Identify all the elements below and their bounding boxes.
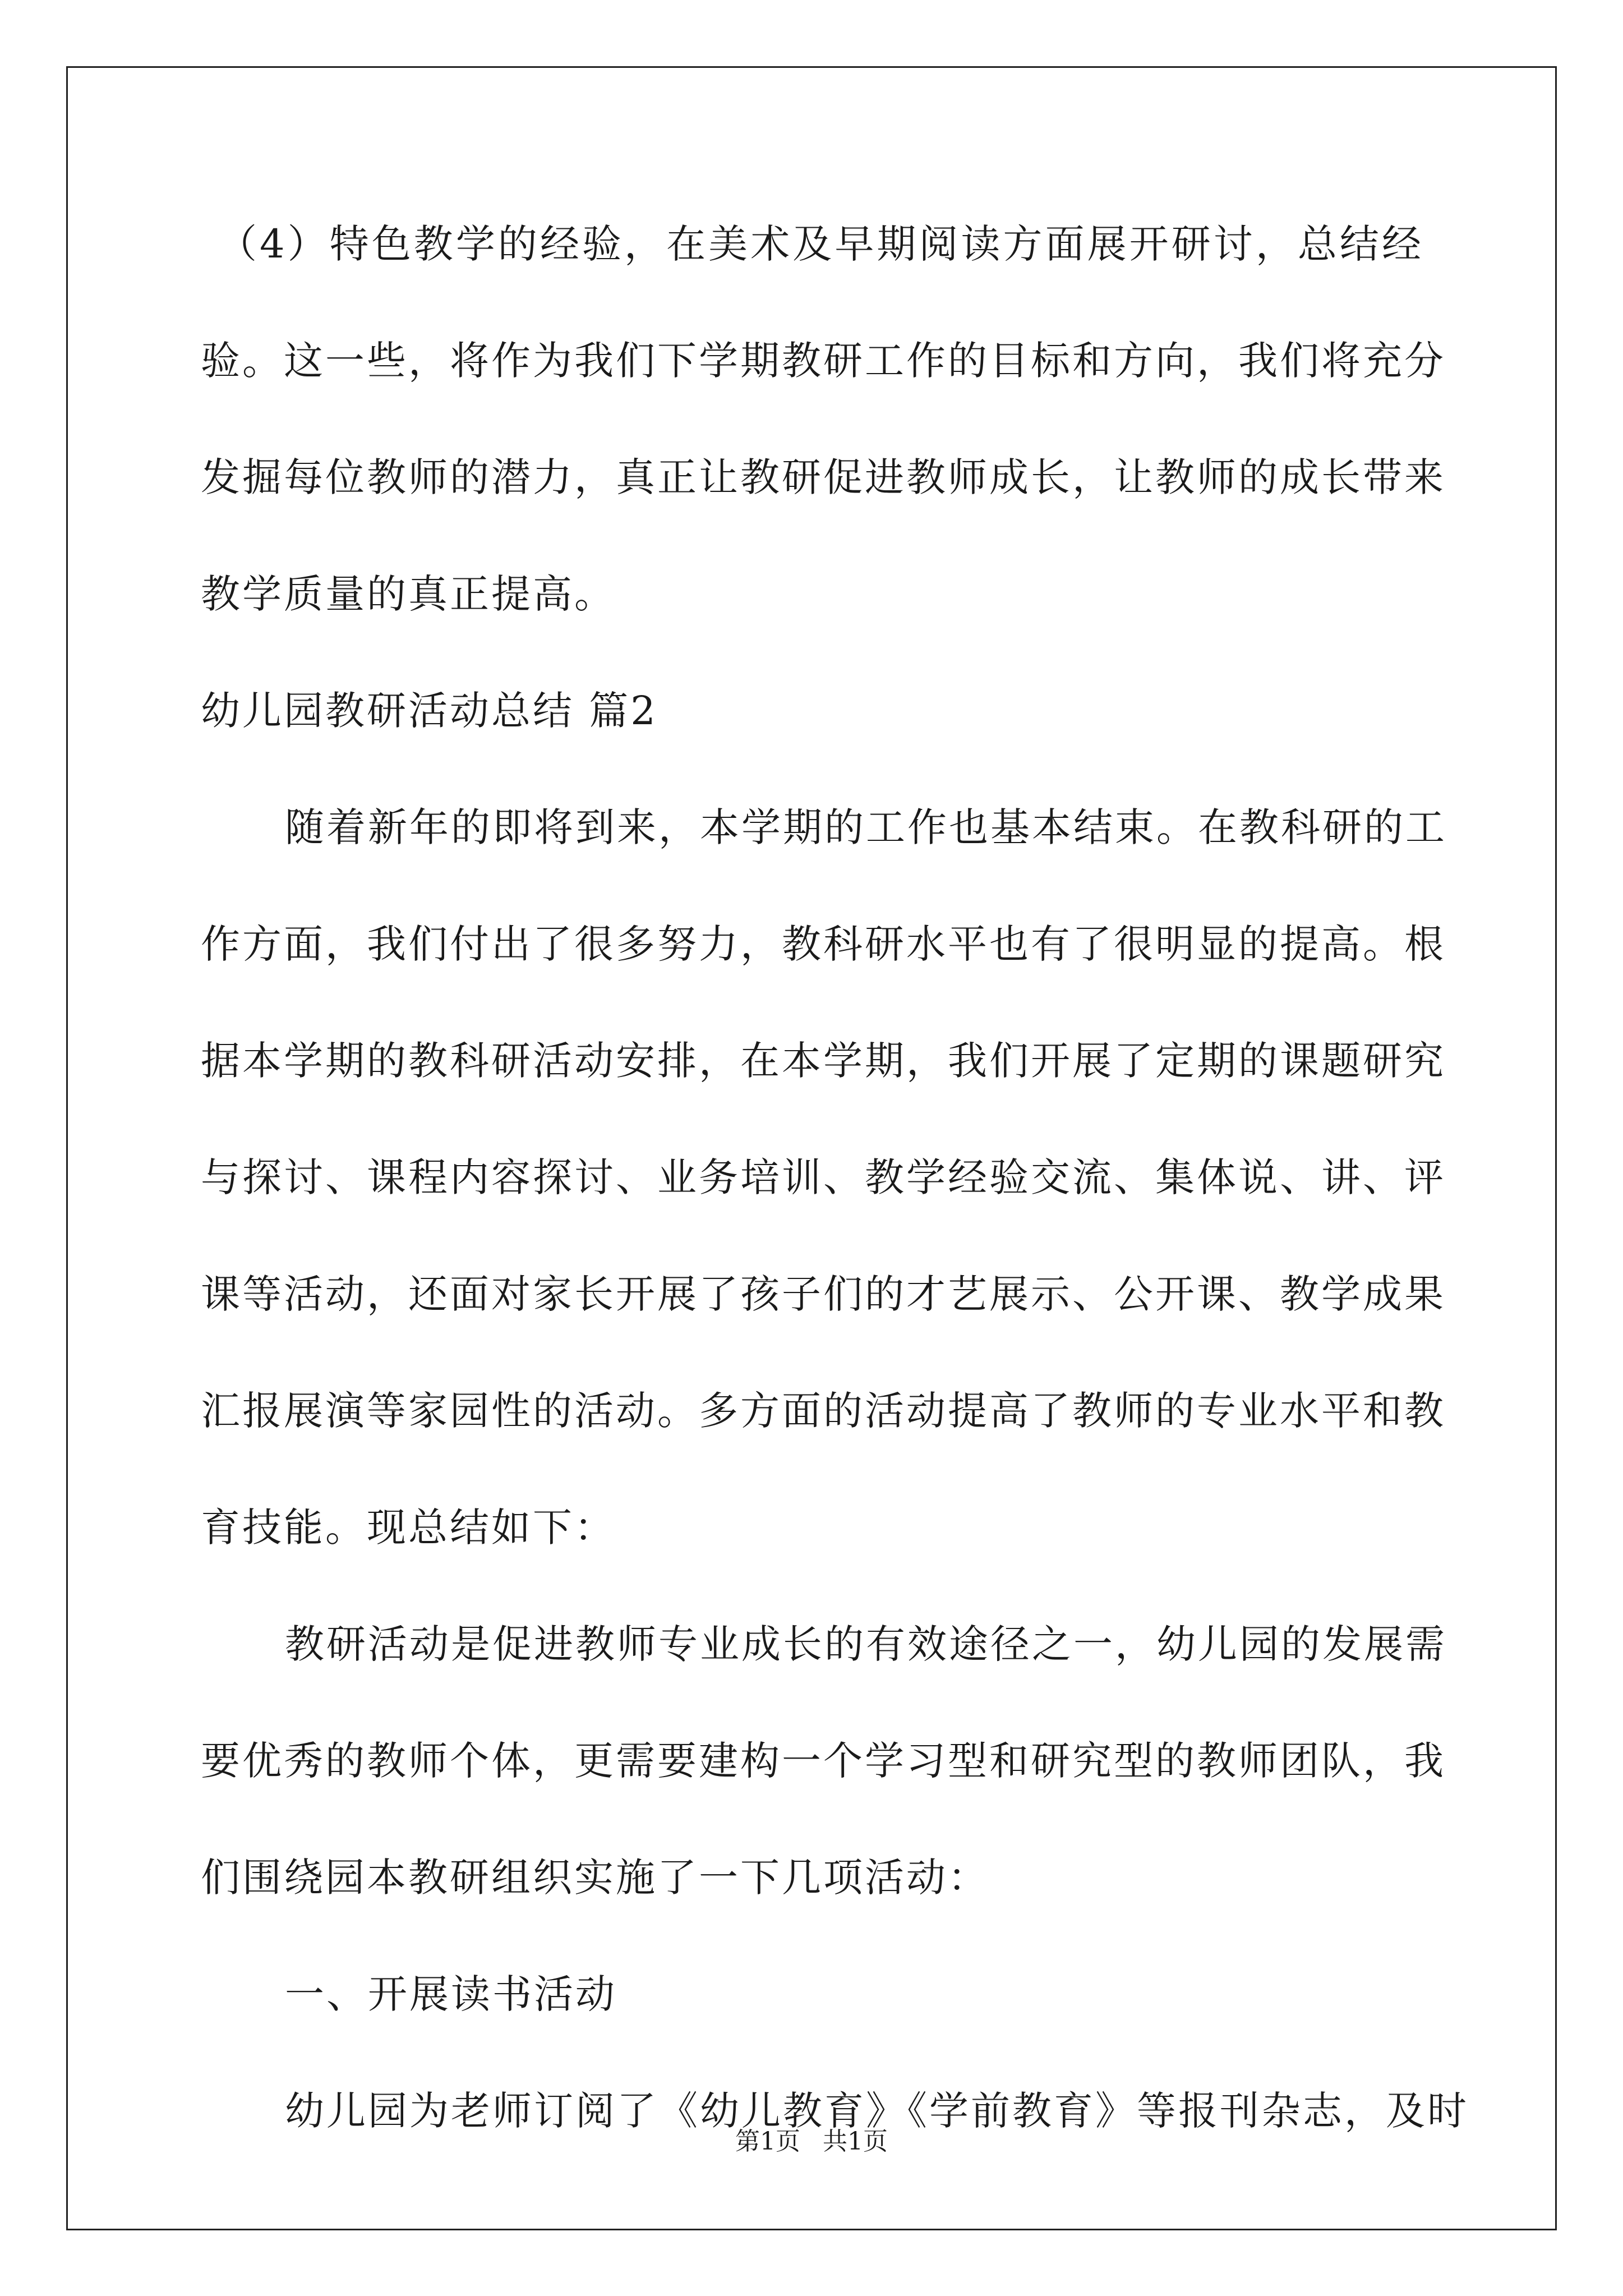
subheading: 一、开展读书活动: [285, 1971, 617, 2017]
paragraph-line: 教学质量的真正提高。: [201, 571, 616, 617]
document-body: [201, 213, 1469, 2197]
paragraph-line: 据本学期的教科研活动安排，在本学期，我们开展了定期的课题研究: [201, 1038, 1446, 1084]
paragraph-line: 幼儿园为老师订阅了《幼儿教育》《学前教育》等报刊杂志，及时: [285, 2088, 1469, 2134]
page-number: 第1页: [735, 2127, 800, 2156]
page-total: 共1页: [823, 2127, 888, 2156]
paragraph-line: 要优秀的教师个体，更需要建构一个学习型和研究型的教师团队，我: [201, 1738, 1446, 1784]
paragraph-line: 与探讨、课程内容探讨、业务培训、教学经验交流、集体说、讲、评: [201, 1154, 1446, 1200]
paragraph-line: 育技能。现总结如下：: [201, 1504, 616, 1550]
paragraph-line: （4）特色教学的经验，在美术及早期阅读方面展开研讨，总结经: [218, 221, 1423, 267]
paragraph-line: 随着新年的即将到来，本学期的工作也基本结束。在教科研的工: [285, 804, 1447, 850]
paragraph-line: 课等活动，还面对家长开展了孩子们的才艺展示、公开课、教学成果: [201, 1271, 1446, 1317]
section-heading: 幼儿园教研活动总结 篇2: [201, 688, 658, 734]
paragraph-line: 作方面，我们付出了很多努力，教科研水平也有了很明显的提高。根: [201, 921, 1446, 967]
page-footer: [0, 2125, 1623, 2159]
paragraph-line: 验。这一些，将作为我们下学期教研工作的目标和方向，我们将充分: [201, 338, 1446, 384]
paragraph-line: 汇报展演等家园性的活动。多方面的活动提高了教师的专业水平和教: [201, 1388, 1446, 1434]
paragraph-line: 发掘每位教师的潜力，真正让教研促进教师成长，让教师的成长带来: [201, 454, 1446, 500]
paragraph-line: 教研活动是促进教师专业成长的有效途径之一，幼儿园的发展需: [285, 1621, 1447, 1667]
paragraph-line: 们围绕园本教研组织实施了一下几项活动：: [201, 1855, 989, 1901]
